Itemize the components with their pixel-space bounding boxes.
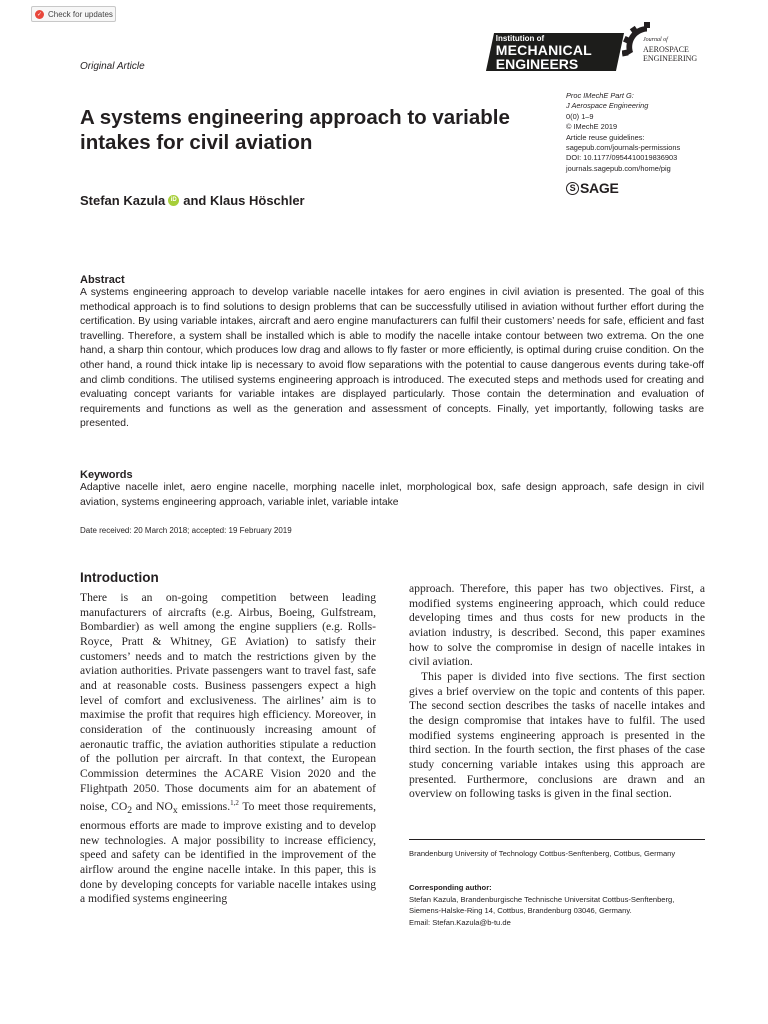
introduction-paragraph-1-continued: approach. Therefore, this paper has two objectives. First, a modified systems engineering approach, which could reduce developing times and thus costs for new products in the aviation industry, is described. Second, this paper examines how to solve the compromise in design of nacelle intakes in civil aviation. [409,582,705,669]
intro-p1-part2: To meet those requirements, enormous efforts are made to improve existing and to develop new technologies. A major possibility to increase efficiency, speed and safety can be identified in the improvement of the airflow around the engine nacelle intake. In this paper, this is done by developing concepts for variable nacelle intakes using a modified systems engineering [80,800,376,906]
corresponding-address: Stefan Kazula, Brandenburgische Technische Universitat Cottbus-Senftenberg, Siemens-Halske-Ring 14, Cottbus, Brandenburg 03046, Germany. [409,894,675,915]
publisher-logo [486,33,624,71]
meta-home-link[interactable]: journals.sagepub.com/home/pig [566,163,671,173]
sage-logo-name: SAGE [580,180,619,196]
check-for-updates-button[interactable] [31,6,116,22]
meta-journal-line1: Proc IMechE Part G: [566,91,634,100]
journal-logo-line1: AEROSPACE [643,45,689,54]
publisher-logo-line3: ENGINEERS [495,56,579,72]
meta-volume: 0(0) 1–9 [566,111,594,121]
citation-link[interactable]: 1,2 [230,799,239,808]
journal-logo [643,36,697,63]
affiliation: Brandenburg University of Technology Cottbus-Senftenberg, Cottbus, Germany [409,849,676,858]
meta-doi[interactable]: DOI: 10.1177/0954410019836903 [566,153,678,163]
intro-p1-part1: There is an on-going competition between leading manufacturers of aircrafts (e.g. Airbus, Boeing, Gulfstream, Bombardier) as well among the engine suppliers (e.g. Rolls-Royce, Pratt & Whitney, GE Aviation) to satisfy their customers’ needs and to match the restrictions given by the aviation authorities. Private passengers want to travel fast, safe and at reasonable costs. Business passengers expect a high level of comfort and exclusiveness. The airlines’ aim is to maximise the profit that requires high efficiency. Moreover, in consideration of the continuously increasing amount of aeronautic traffic, the aviation authorities stipulate a reduction of the pollution per aircraft. In that context, the European Commission determines the ACARE Vision 2020 and the Flightpath 2050. Those documents aim for an abatement of noise, CO [80,591,376,814]
meta-copyright: © IMechE 2019 [566,122,618,132]
publisher-logo-line1: Institution of [495,34,545,43]
nox-subscript: x [172,805,178,817]
article-meta [566,91,680,174]
introduction-paragraph-1 [80,591,376,907]
introduction-heading: Introduction [80,570,159,585]
keywords-section [80,469,704,510]
intro-and-nox: and NO [132,800,173,814]
right-column [409,582,705,802]
abstract-label: Abstract [80,274,125,286]
check-updates-icon: ✓ [36,11,43,18]
sage-logo-icon: S [566,182,579,195]
orcid-icon[interactable]: iD [168,195,179,206]
meta-reuse-link[interactable]: sagepub.com/journals-permissions [566,143,681,153]
keywords-label: Keywords [80,469,133,481]
publisher-logo-line2: MECHANICAL [495,42,592,58]
intro-emissions: emissions. [177,800,231,814]
article-type: Original Article [80,61,145,72]
author-1: Stefan Kazula [80,193,166,208]
journal-logo-journal-of: Journal of [643,37,668,43]
article-title: A systems engineering approach to variable intakes for civil aviation [80,106,510,154]
sage-logo [566,180,618,196]
corresponding-label: Corresponding author: [409,883,492,892]
date-received: Date received: 20 March 2018; accepted: 19 February 2019 [80,526,292,535]
introduction-paragraph-2: This paper is divided into five sections. The first section gives a brief overview on the topic and contents of this paper. The second section describes the tasks of nacelle intakes and the design compromise that intakes have to fulfil. The used modified systems engineering approach is presented in the third section. In the fourth section, the first phases of the case study concerning variable intakes using this approach are presented. Furthermore, conclusions are drawn and an overview on following tasks is given in the final section. [409,669,705,801]
keywords-text: Adaptive nacelle inlet, aero engine nacelle, morphing nacelle inlet, morphological box, safe design approach, safe design in civil aviation, systems engineering approach, variable inlet, variable intake [80,482,704,508]
meta-reuse-label: Article reuse guidelines: [566,132,645,142]
author-2: and Klaus Höschler [183,193,305,208]
co2-subscript: 2 [127,805,133,817]
meta-journal-line2: J Aerospace Engineering [566,101,649,111]
journal-logo-line2: ENGINEERING [643,54,698,63]
authors [80,193,305,208]
left-column [80,570,376,907]
corresponding-author [409,882,705,928]
footnote-divider [409,839,705,840]
check-updates-label: Check for updates [48,9,113,19]
corresponding-email[interactable]: Email: Stefan.Kazula@b-tu.de [409,917,511,927]
abstract-text: A systems engineering approach to develop variable nacelle intakes for aero engines in civil aviation is presented. The goal of this methodical approach is to find solutions to design problems that can be successfully utilised in aviation without further effort during the certification. By using variable intakes, aircraft and aero engine manufacturers can fulfil their customers’ needs for safe, efficient and fast travelling. Therefore, a system shall be installed which is able to modify the nacelle intake contour between two extrema. On the one hand, a sharp thin contour, which produces low drag and allows to fly faster or more efficiently, is optimal during cruise condition. On the other hand, a round thick intake lip is necessary to avoid flow separations with the potential to cause dangerous events during take-off and climb conditions. The utilised systems engineering approach is introduced. The executed steps and methods used for creating and evaluating concept variants for variable intakes are displayed particularly. Those contain the determination and evaluation of requirements and functions as well as the generation and assessment of concepts. Finally, yet importantly, following tasks are presented. [80,287,704,430]
abstract-section [80,274,704,432]
